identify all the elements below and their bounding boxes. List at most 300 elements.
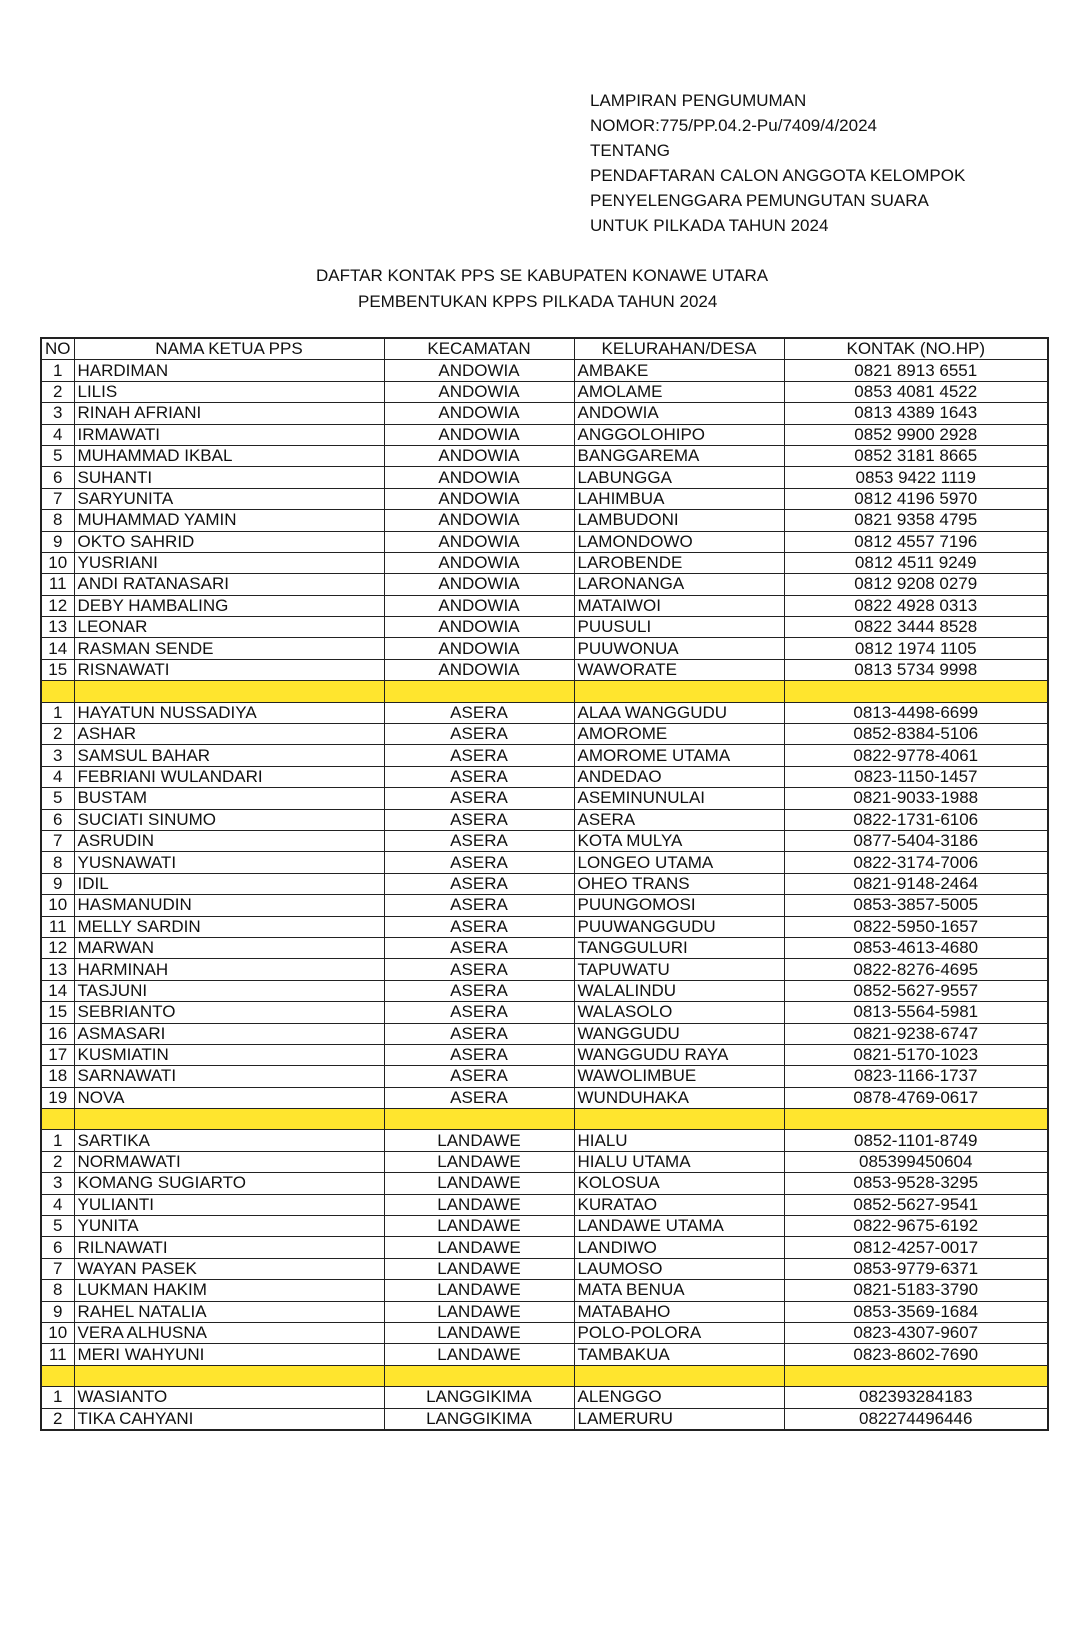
phone-cell: 0822-1731-6106 [784, 809, 1048, 830]
kecamatan-cell: ASERA [384, 1002, 574, 1023]
kecamatan-cell: ASERA [384, 916, 574, 937]
ketua-name: FEBRIANI WULANDARI [74, 766, 384, 787]
column-header-kontak: KONTAK (NO.HP) [784, 338, 1048, 360]
row-number: 17 [41, 1044, 74, 1065]
ketua-name: YULIANTI [74, 1194, 384, 1215]
table-row [41, 980, 1048, 1001]
ketua-name: IRMAWATI [74, 424, 384, 445]
row-number: 11 [41, 916, 74, 937]
ketua-name: WAYAN PASEK [74, 1258, 384, 1279]
kecamatan-cell: LANDAWE [384, 1130, 574, 1151]
table-row [41, 1066, 1048, 1087]
row-number: 11 [41, 1344, 74, 1365]
table-row [41, 1322, 1048, 1343]
phone-cell: 0852-8384-5106 [784, 724, 1048, 745]
row-number: 1 [41, 702, 74, 723]
separator-cell [574, 1365, 784, 1386]
phone-cell: 0821-5183-3790 [784, 1280, 1048, 1301]
row-number: 2 [41, 724, 74, 745]
row-number: 5 [41, 1216, 74, 1237]
desa-cell: ASEMINUNULAI [574, 788, 784, 809]
phone-cell: 0812 4557 7196 [784, 531, 1048, 552]
kecamatan-cell: LANDAWE [384, 1322, 574, 1343]
row-number: 15 [41, 1002, 74, 1023]
phone-cell: 0821-5170-1023 [784, 1044, 1048, 1065]
desa-cell: AMOROME [574, 724, 784, 745]
row-number: 16 [41, 1023, 74, 1044]
desa-cell: LARONANGA [574, 574, 784, 595]
row-number: 1 [41, 1387, 74, 1408]
row-number: 19 [41, 1087, 74, 1108]
desa-cell: PUUNGOMOSI [574, 895, 784, 916]
desa-cell: ASERA [574, 809, 784, 830]
separator-cell [41, 681, 74, 702]
kecamatan-cell: ANDOWIA [384, 467, 574, 488]
desa-cell: HIALU UTAMA [574, 1151, 784, 1172]
header-line: NOMOR:775/PP.04.2-Pu/7409/4/2024 [590, 116, 877, 135]
row-number: 7 [41, 488, 74, 509]
separator-cell [574, 681, 784, 702]
row-number: 8 [41, 852, 74, 873]
column-header-no: NO [41, 338, 74, 360]
row-number: 2 [41, 1408, 74, 1430]
phone-cell: 0813 5734 9998 [784, 659, 1048, 680]
table-row [41, 916, 1048, 937]
phone-cell: 0853-3569-1684 [784, 1301, 1048, 1322]
desa-cell: WALALINDU [574, 980, 784, 1001]
separator-cell [74, 1365, 384, 1386]
kecamatan-cell: LANDAWE [384, 1216, 574, 1237]
phone-cell: 082274496446 [784, 1408, 1048, 1430]
ketua-name: KUSMIATIN [74, 1044, 384, 1065]
table-row [41, 830, 1048, 851]
phone-cell: 0853 9422 1119 [784, 467, 1048, 488]
row-number: 3 [41, 745, 74, 766]
table-row [41, 1194, 1048, 1215]
desa-cell: PUUSULI [574, 617, 784, 638]
phone-cell: 0823-1150-1457 [784, 766, 1048, 787]
table-row [41, 1002, 1048, 1023]
desa-cell: LAHIMBUA [574, 488, 784, 509]
desa-cell: LAMERURU [574, 1408, 784, 1430]
row-number: 9 [41, 1301, 74, 1322]
table-row [41, 638, 1048, 659]
table-body [41, 360, 1048, 1430]
desa-cell: WALASOLO [574, 1002, 784, 1023]
ketua-name: HARDIMAN [74, 360, 384, 381]
kecamatan-cell: ANDOWIA [384, 659, 574, 680]
ketua-name: DEBY HAMBALING [74, 595, 384, 616]
kecamatan-cell: ANDOWIA [384, 617, 574, 638]
kecamatan-cell: ASERA [384, 1044, 574, 1065]
ketua-name: YUSRIANI [74, 552, 384, 573]
table-row [41, 1087, 1048, 1108]
table-row [41, 1344, 1048, 1365]
table-row [41, 873, 1048, 894]
column-header-kecamatan: KECAMATAN [384, 338, 574, 360]
kecamatan-cell: ANDOWIA [384, 360, 574, 381]
kecamatan-cell: ANDOWIA [384, 574, 574, 595]
desa-cell: TANGGULURI [574, 937, 784, 958]
desa-cell: POLO-POLORA [574, 1322, 784, 1343]
row-number: 10 [41, 1322, 74, 1343]
ketua-name: YUSNAWATI [74, 852, 384, 873]
desa-cell: PUUWONUA [574, 638, 784, 659]
phone-cell: 0822-5950-1657 [784, 916, 1048, 937]
table-row [41, 574, 1048, 595]
table-row [41, 852, 1048, 873]
row-number: 15 [41, 659, 74, 680]
desa-cell: WANGGUDU RAYA [574, 1044, 784, 1065]
row-number: 3 [41, 1173, 74, 1194]
table-row [41, 1151, 1048, 1172]
separator-cell [384, 681, 574, 702]
ketua-name: HARMINAH [74, 959, 384, 980]
table-row [41, 745, 1048, 766]
kecamatan-cell: LANDAWE [384, 1258, 574, 1279]
phone-cell: 0853-9528-3295 [784, 1173, 1048, 1194]
kecamatan-cell: ASERA [384, 766, 574, 787]
row-number: 10 [41, 552, 74, 573]
row-number: 6 [41, 1237, 74, 1258]
column-header-kelurahan: KELURAHAN/DESA [574, 338, 784, 360]
kecamatan-cell: ASERA [384, 1087, 574, 1108]
kecamatan-cell: ANDOWIA [384, 531, 574, 552]
phone-cell: 0852-5627-9541 [784, 1194, 1048, 1215]
ketua-name: TIKA CAHYANI [74, 1408, 384, 1430]
phone-cell: 0878-4769-0617 [784, 1087, 1048, 1108]
phone-cell: 0877-5404-3186 [784, 830, 1048, 851]
table-row [41, 659, 1048, 680]
separator-cell [41, 1365, 74, 1386]
row-number: 2 [41, 1151, 74, 1172]
row-number: 14 [41, 980, 74, 1001]
separator-cell [784, 681, 1048, 702]
row-number: 2 [41, 381, 74, 402]
ketua-name: TASJUNI [74, 980, 384, 1001]
row-number: 6 [41, 809, 74, 830]
kecamatan-cell: ANDOWIA [384, 403, 574, 424]
kecamatan-cell: LANDAWE [384, 1237, 574, 1258]
phone-cell: 0813 4389 1643 [784, 403, 1048, 424]
row-number: 9 [41, 873, 74, 894]
kecamatan-cell: LANDAWE [384, 1344, 574, 1365]
row-number: 4 [41, 766, 74, 787]
phone-cell: 0812-4257-0017 [784, 1237, 1048, 1258]
ketua-name: ASMASARI [74, 1023, 384, 1044]
title-line-2: PEMBENTUKAN KPPS PILKADA TAHUN 2024 [358, 292, 718, 311]
table-row [41, 381, 1048, 402]
desa-cell: ANDOWIA [574, 403, 784, 424]
row-number: 14 [41, 638, 74, 659]
kecamatan-cell: ASERA [384, 788, 574, 809]
table-row [41, 788, 1048, 809]
desa-cell: TAMBAKUA [574, 1344, 784, 1365]
separator-cell [74, 1109, 384, 1130]
kecamatan-cell: ANDOWIA [384, 381, 574, 402]
table-row [41, 937, 1048, 958]
phone-cell: 0822-3174-7006 [784, 852, 1048, 873]
table-row [41, 1237, 1048, 1258]
separator-cell [384, 1109, 574, 1130]
ketua-name: RASMAN SENDE [74, 638, 384, 659]
kecamatan-cell: ASERA [384, 1066, 574, 1087]
separator-cell [784, 1109, 1048, 1130]
kecamatan-cell: ASERA [384, 895, 574, 916]
kecamatan-cell: ANDOWIA [384, 488, 574, 509]
row-number: 10 [41, 895, 74, 916]
kecamatan-cell: ASERA [384, 809, 574, 830]
table-row [41, 1130, 1048, 1151]
kecamatan-cell: ASERA [384, 702, 574, 723]
row-number: 13 [41, 617, 74, 638]
header-line: PENYELENGGARA PEMUNGUTAN SUARA [590, 191, 929, 210]
row-number: 7 [41, 1258, 74, 1279]
desa-cell: HIALU [574, 1130, 784, 1151]
desa-cell: PUUWANGGUDU [574, 916, 784, 937]
phone-cell: 0823-8602-7690 [784, 1344, 1048, 1365]
table-row [41, 445, 1048, 466]
ketua-name: LUKMAN HAKIM [74, 1280, 384, 1301]
desa-cell: MATA BENUA [574, 1280, 784, 1301]
table-row [41, 1173, 1048, 1194]
phone-cell: 0853-4613-4680 [784, 937, 1048, 958]
desa-cell: WAWORATE [574, 659, 784, 680]
ketua-name: WASIANTO [74, 1387, 384, 1408]
kecamatan-cell: ASERA [384, 724, 574, 745]
table-row [41, 1301, 1048, 1322]
kecamatan-cell: LANGGIKIMA [384, 1387, 574, 1408]
ketua-name: NORMAWATI [74, 1151, 384, 1172]
phone-cell: 0822-8276-4695 [784, 959, 1048, 980]
phone-cell: 0853 4081 4522 [784, 381, 1048, 402]
kecamatan-cell: ASERA [384, 873, 574, 894]
kecamatan-cell: LANDAWE [384, 1301, 574, 1322]
desa-cell: LAMBUDONI [574, 510, 784, 531]
desa-cell: AMOLAME [574, 381, 784, 402]
desa-cell: LANDAWE UTAMA [574, 1216, 784, 1237]
table-row [41, 1280, 1048, 1301]
ketua-name: RAHEL NATALIA [74, 1301, 384, 1322]
ketua-name: LILIS [74, 381, 384, 402]
ketua-name: KOMANG SUGIARTO [74, 1173, 384, 1194]
desa-cell: LAMONDOWO [574, 531, 784, 552]
row-number: 4 [41, 1194, 74, 1215]
ketua-name: MUHAMMAD YAMIN [74, 510, 384, 531]
desa-cell: WUNDUHAKA [574, 1087, 784, 1108]
ketua-name: SUHANTI [74, 467, 384, 488]
desa-cell: LABUNGGA [574, 467, 784, 488]
phone-cell: 0822 4928 0313 [784, 595, 1048, 616]
desa-cell: WAWOLIMBUE [574, 1066, 784, 1087]
table-row [41, 531, 1048, 552]
table-row [41, 766, 1048, 787]
kecamatan-cell: ANDOWIA [384, 595, 574, 616]
header-line: PENDAFTARAN CALON ANGGOTA KELOMPOK [590, 166, 966, 185]
ketua-name: HAYATUN NUSSADIYA [74, 702, 384, 723]
contact-table [40, 337, 1049, 1431]
ketua-name: YUNITA [74, 1216, 384, 1237]
separator-cell [384, 1365, 574, 1386]
header-line: TENTANG [590, 141, 670, 160]
ketua-name: MELLY SARDIN [74, 916, 384, 937]
table-row [41, 467, 1048, 488]
phone-cell: 0852 9900 2928 [784, 424, 1048, 445]
phone-cell: 0813-4498-6699 [784, 702, 1048, 723]
ketua-name: SARYUNITA [74, 488, 384, 509]
phone-cell: 0853-9779-6371 [784, 1258, 1048, 1279]
desa-cell: WANGGUDU [574, 1023, 784, 1044]
separator-cell [784, 1365, 1048, 1386]
table-row [41, 1044, 1048, 1065]
kecamatan-cell: ASERA [384, 937, 574, 958]
phone-cell: 0812 9208 0279 [784, 574, 1048, 595]
desa-cell: ANGGOLOHIPO [574, 424, 784, 445]
desa-cell: AMBAKE [574, 360, 784, 381]
phone-cell: 0853-3857-5005 [784, 895, 1048, 916]
kecamatan-cell: ANDOWIA [384, 445, 574, 466]
row-number: 1 [41, 1130, 74, 1151]
ketua-name: OKTO SAHRID [74, 531, 384, 552]
ketua-name: HASMANUDIN [74, 895, 384, 916]
ketua-name: BUSTAM [74, 788, 384, 809]
phone-cell: 082393284183 [784, 1387, 1048, 1408]
desa-cell: ALAA WANGGUDU [574, 702, 784, 723]
phone-cell: 0821-9033-1988 [784, 788, 1048, 809]
kecamatan-cell: LANDAWE [384, 1280, 574, 1301]
phone-cell: 0822-9778-4061 [784, 745, 1048, 766]
table-row [41, 1408, 1048, 1430]
ketua-name: RILNAWATI [74, 1237, 384, 1258]
kecamatan-cell: ASERA [384, 830, 574, 851]
desa-cell: LAROBENDE [574, 552, 784, 573]
group-separator-row [41, 1109, 1048, 1130]
phone-cell: 0852-1101-8749 [784, 1130, 1048, 1151]
table-row [41, 895, 1048, 916]
phone-cell: 0813-5564-5981 [784, 1002, 1048, 1023]
kecamatan-cell: ASERA [384, 852, 574, 873]
ketua-name: ASRUDIN [74, 830, 384, 851]
ketua-name: MARWAN [74, 937, 384, 958]
phone-cell: 0852 3181 8665 [784, 445, 1048, 466]
table-row [41, 595, 1048, 616]
kecamatan-cell: LANDAWE [384, 1173, 574, 1194]
phone-cell: 0822-9675-6192 [784, 1216, 1048, 1237]
table-row [41, 617, 1048, 638]
ketua-name: SEBRIANTO [74, 1002, 384, 1023]
table-row [41, 724, 1048, 745]
header-line: UNTUK PILKADA TAHUN 2024 [590, 216, 829, 235]
phone-cell: 0812 1974 1105 [784, 638, 1048, 659]
ketua-name: IDIL [74, 873, 384, 894]
phone-cell: 0812 4511 9249 [784, 552, 1048, 573]
kecamatan-cell: ASERA [384, 959, 574, 980]
kecamatan-cell: ANDOWIA [384, 510, 574, 531]
table-header-row [41, 338, 1048, 360]
row-number: 3 [41, 403, 74, 424]
desa-cell: LONGEO UTAMA [574, 852, 784, 873]
announcement-header [590, 88, 1050, 238]
table-row [41, 1387, 1048, 1408]
phone-cell: 0823-1166-1737 [784, 1066, 1048, 1087]
ketua-name: RISNAWATI [74, 659, 384, 680]
table-row [41, 403, 1048, 424]
phone-cell: 0821-9148-2464 [784, 873, 1048, 894]
phone-cell: 0852-5627-9557 [784, 980, 1048, 1001]
kecamatan-cell: ASERA [384, 745, 574, 766]
group-separator-row [41, 681, 1048, 702]
row-number: 6 [41, 467, 74, 488]
row-number: 12 [41, 595, 74, 616]
desa-cell: MATABAHO [574, 1301, 784, 1322]
row-number: 7 [41, 830, 74, 851]
table-row [41, 809, 1048, 830]
desa-cell: KOTA MULYA [574, 830, 784, 851]
ketua-name: SARNAWATI [74, 1066, 384, 1087]
phone-cell: 0821 9358 4795 [784, 510, 1048, 531]
separator-cell [74, 681, 384, 702]
desa-cell: LANDIWO [574, 1237, 784, 1258]
table-row [41, 510, 1048, 531]
table-row [41, 702, 1048, 723]
column-header-nama: NAMA KETUA PPS [74, 338, 384, 360]
ketua-name: SARTIKA [74, 1130, 384, 1151]
kecamatan-cell: ANDOWIA [384, 638, 574, 659]
table-row [41, 1023, 1048, 1044]
separator-cell [41, 1109, 74, 1130]
desa-cell: BANGGAREMA [574, 445, 784, 466]
ketua-name: LEONAR [74, 617, 384, 638]
table-row [41, 424, 1048, 445]
kecamatan-cell: ASERA [384, 980, 574, 1001]
ketua-name: SAMSUL BAHAR [74, 745, 384, 766]
ketua-name: VERA ALHUSNA [74, 1322, 384, 1343]
desa-cell: ALENGGO [574, 1387, 784, 1408]
row-number: 18 [41, 1066, 74, 1087]
row-number: 1 [41, 360, 74, 381]
desa-cell: OHEO TRANS [574, 873, 784, 894]
kecamatan-cell: ANDOWIA [384, 424, 574, 445]
phone-cell: 0823-4307-9607 [784, 1322, 1048, 1343]
separator-cell [574, 1109, 784, 1130]
ketua-name: ANDI RATANASARI [74, 574, 384, 595]
desa-cell: ANDEDAO [574, 766, 784, 787]
row-number: 9 [41, 531, 74, 552]
phone-cell: 0822 3444 8528 [784, 617, 1048, 638]
table-row [41, 1216, 1048, 1237]
ketua-name: ASHAR [74, 724, 384, 745]
desa-cell: MATAIWOI [574, 595, 784, 616]
phone-cell: 0812 4196 5970 [784, 488, 1048, 509]
row-number: 8 [41, 510, 74, 531]
title-line-1: DAFTAR KONTAK PPS SE KABUPATEN KONAWE UTARA [316, 266, 769, 285]
ketua-name: MERI WAHYUNI [74, 1344, 384, 1365]
phone-cell: 0821-9238-6747 [784, 1023, 1048, 1044]
row-number: 4 [41, 424, 74, 445]
kecamatan-cell: ANDOWIA [384, 552, 574, 573]
kecamatan-cell: LANGGIKIMA [384, 1408, 574, 1430]
ketua-name: RINAH AFRIANI [74, 403, 384, 424]
desa-cell: KURATAO [574, 1194, 784, 1215]
row-number: 8 [41, 1280, 74, 1301]
kecamatan-cell: LANDAWE [384, 1194, 574, 1215]
desa-cell: AMOROME UTAMA [574, 745, 784, 766]
ketua-name: SUCIATI SINUMO [74, 809, 384, 830]
row-number: 12 [41, 937, 74, 958]
header-line: LAMPIRAN PENGUMUMAN [590, 91, 807, 110]
ketua-name: MUHAMMAD IKBAL [74, 445, 384, 466]
table-row [41, 360, 1048, 381]
